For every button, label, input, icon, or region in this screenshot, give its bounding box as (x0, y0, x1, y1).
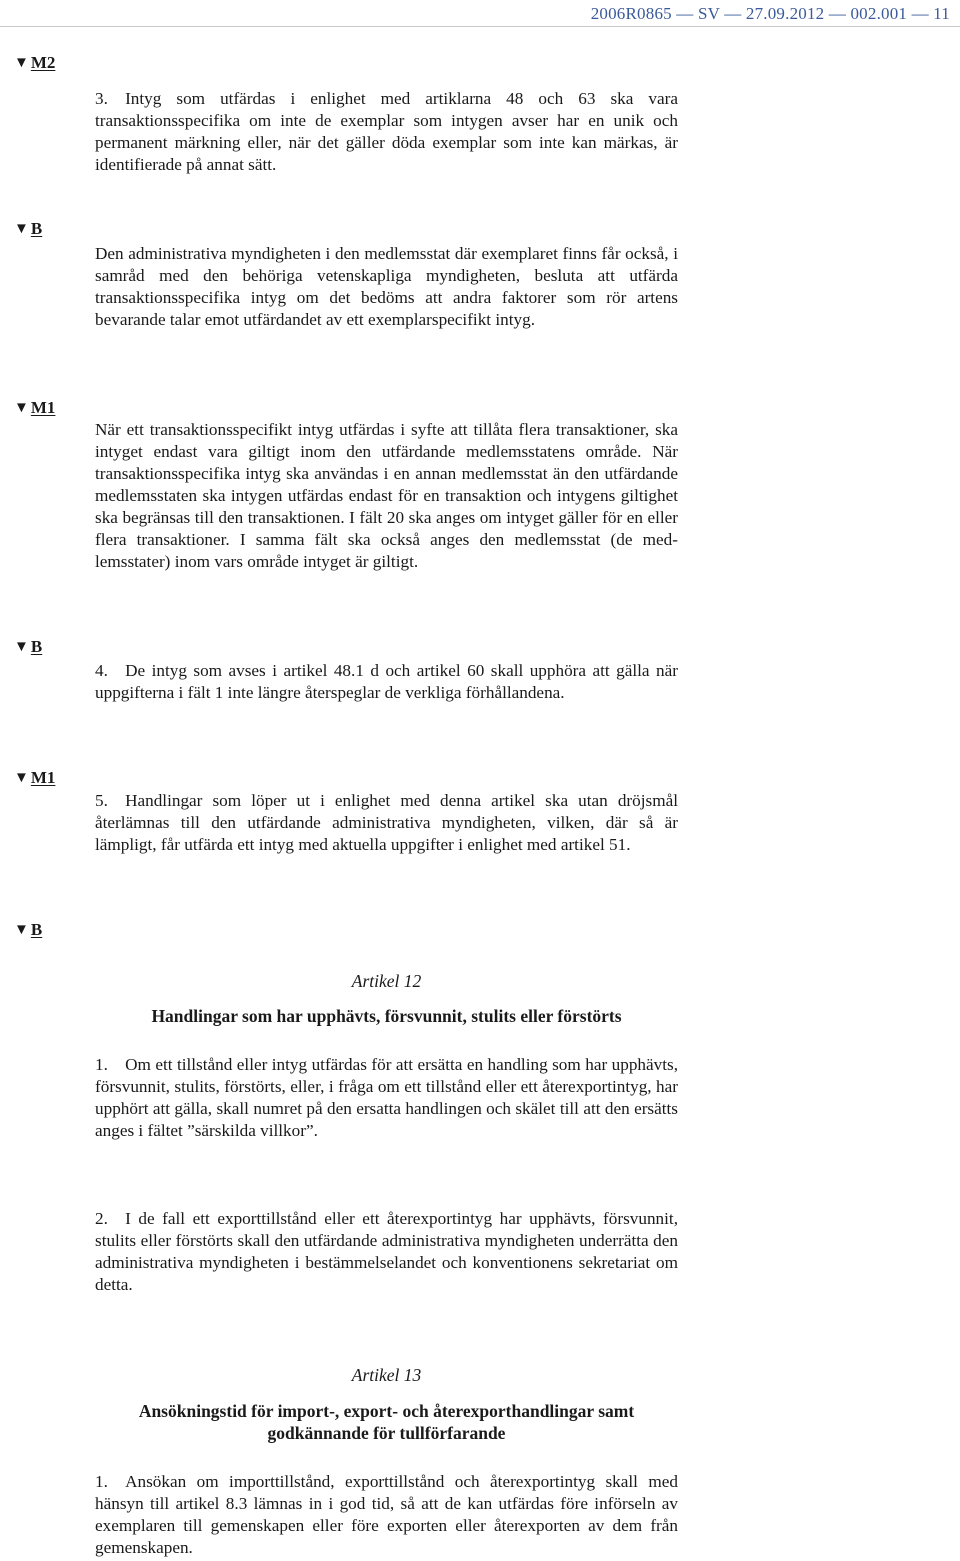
running-header (0, 0, 960, 27)
paragraph-nar-ett: När ett transaktionsspecifikt intyg utfärdas i syfte att tillåta flera transaktioner, ska intyget endast vara giltigt inom den utfärdande medlemsstatens område. När transaktionsspecifika intyg ska användas i en annan medlemsstat än den utfärdande medlemsstaten ska intygen utfärdas endast för en transaktion och intygens giltighet ska begränsas till den transaktionen. I fält 20 ska anges om intyget gäller för en eller flera transaktioner. I samma fält ska också anges den medlemsstat (de medlemsstater) inom vars område intyget är giltigt. (95, 420, 678, 571)
marker-label: B (30, 920, 43, 939)
running-head-text: 2006R0865 — SV — 27.09.2012 — 002.001 — 11 (590, 4, 950, 23)
amendment-marker-b (14, 219, 42, 239)
article-12-paragraph-2: 2. I de fall ett exporttillstånd eller ett återexportintyg har upphävts, försvunnit, stulits eller förstörts skall den utfärdande administrativa myndigheten underrätta den administrativa myndigheten i bestämmelselandet och konventionens sekretariat om detta. (95, 1209, 678, 1294)
article-12-paragraph-1: 1. Om ett tillstånd eller intyg utfärdas för att ersätta en handling som har upphävts, försvunnit, stulits, förstörts, eller, i fråga om ett tillstånd eller ett återexportintyg, har upphört att gälla, skall numret på den ersatta handlingen och skälet till att den ersätts anges i fältet ”särskilda villkor”. (95, 1055, 678, 1140)
article-12-title: Handlingar som har upphävts, försvunnit, stulits eller förstörts (151, 1006, 622, 1026)
triangle-down-icon: ▼ (14, 400, 29, 416)
triangle-down-icon: ▼ (14, 639, 29, 655)
marker-label: M1 (30, 768, 56, 787)
marker-label: B (30, 219, 43, 238)
amendment-marker-b (14, 920, 42, 940)
article-12-number: Artikel 12 (351, 971, 422, 991)
marker-label: B (30, 637, 43, 656)
amendment-marker-m2 (14, 53, 55, 73)
triangle-down-icon: ▼ (14, 770, 29, 786)
marker-label: M2 (30, 53, 56, 72)
marker-label: M1 (30, 398, 56, 417)
paragraph-3: 3. Intyg som utfärdas i enlighet med artiklarna 48 och 63 ska vara transaktionsspecifika om inte de exemplar som intygen avser har en unik och permanent märkning eller, när det gäller döda exemplar som inte kan märkas, är identifierade på annat sätt. (95, 89, 678, 174)
article-13-number: Artikel 13 (351, 1365, 422, 1385)
amendment-marker-b (14, 637, 42, 657)
article-13-title: Ansökningstid för import-, export- och återexporthandlingar samt godkännande för tullförfarande (138, 1401, 635, 1443)
triangle-down-icon: ▼ (14, 55, 29, 71)
triangle-down-icon: ▼ (14, 221, 29, 237)
paragraph-5: 5. Handlingar som löper ut i enlighet med denna artikel ska utan dröjsmål återlämnas till den utfärdande administrativa myndigheten, vilken, där så är lämpligt, får utfärda ett intyg med aktuella uppgifter i enlighet med artikel 51. (95, 791, 678, 854)
article-13-paragraph-1: 1. Ansökan om importtillstånd, exporttillstånd och återexportintyg skall med hänsyn till artikel 8.3 lämnas in i god tid, så att de kan utfärdas före införseln av exemplaren till gemenskapen eller före exporten eller återexporten av dem från gemenskapen. (95, 1472, 678, 1557)
paragraph-4: 4. De intyg som avses i artikel 48.1 d och artikel 60 skall upphöra att gälla när uppgifterna i fält 1 inte längre återspeglar de verkliga förhållandena. (95, 661, 678, 702)
amendment-marker-m1 (14, 768, 55, 788)
paragraph-den-administrativa: Den administrativa myndigheten i den medlemsstat där exemplaret finns får också, i samråd med den behöriga vetenskapliga myndigheten, besluta att utfärda transaktionsspecifika intyg om det bedöms att andra faktorer som rör artens bevarande talar emot utfärdandet av ett exemplarspecifikt intyg. (95, 244, 678, 329)
amendment-marker-m1 (14, 398, 55, 418)
triangle-down-icon: ▼ (14, 922, 29, 938)
